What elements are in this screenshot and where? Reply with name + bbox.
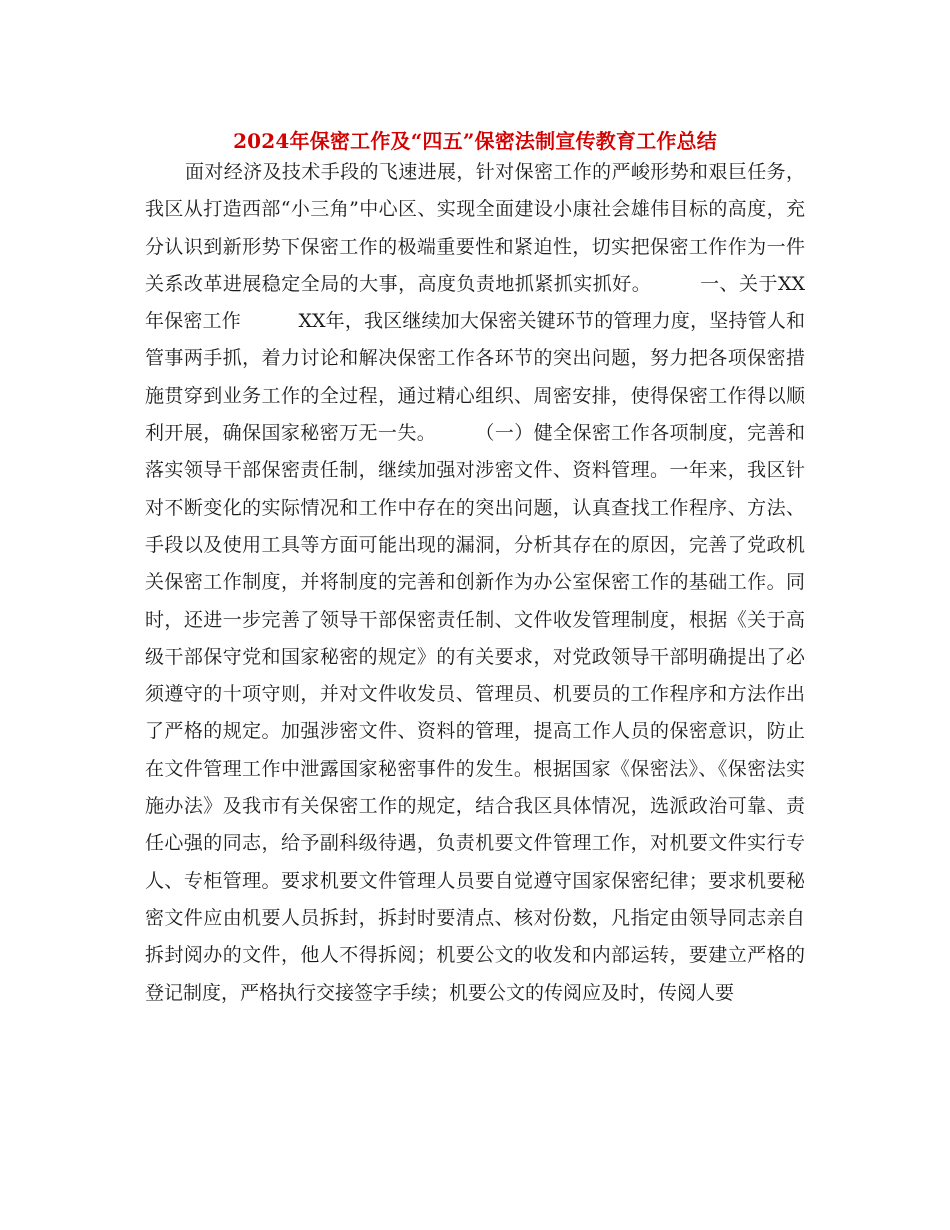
document-body-paragraph: 面对经济及技术手段的飞速进展，针对保密工作的严峻形势和艰巨任务，我区从打造西部“小三角”中心区、实现全面建设小康社会雄伟目标的高度，充分认识到新形势下保密工作的极端重要性和紧迫性，切实把保密工作作为一件关系改革进展稳定全局的大事，高度负责地抓紧抓实抓好。 一、关于XX年保密工作 XX年，我区继续加大保密关键环节的管理力度，坚持管人和管事两手抓，着力讨论和解决保密工作各环节的突出问题，努力把各项保密措施贯穿到业务工作的全过程，通过精心组织、周密安排，使得保密工作得以顺利开展，确保国家秘密万无一失。 （一）健全保密工作各项制度，完善和落实领导干部保密责任制，继续加强对涉密文件、资料管理。一年来，我区针对不断变化的实际情况和工作中存在的突出问题，认真查找工作程序、方法、手段以及使用工具等方面可能出现的漏洞，分析其存在的原因，完善了党政机关保密工作制度，并将制度的完善和创新作为办公室保密工作的基础工作。同时，还进一步完善了领导干部保密责任制、文件收发管理制度，根据《关于高级干部保守党和国家秘密的规定》的有关要求，对党政领导干部明确提出了必须遵守的十项守则，并对文件收发员、管理员、机要员的工作程序和方法作出了严格的规定。加强涉密文件、资料的管理，提高工作人员的保密意识，防止在文件管理工作中泄露国家秘密事件的发生。根据国家《保密法》、《保密法实施办法》及我市有关保密工作的规定，结合我区具体情况，选派政治可靠、责任心强的同志，给予副科级待遇，负责机要文件管理工作，对机要文件实行专人、专柜管理。要求机要文件管理人员要自觉遵守国家保密纪律；要求机要秘密文件应由机要人员拆封，拆封时要清点、核对份数，凡指定由领导同志亲自拆封阅办的文件，他人不得拆阅；机要公文的收发和内部运转，要建立严格的登记制度，严格执行交接签字手续；机要公文的传阅应及时，传阅人要	[145, 161, 805, 1004]
document-title: 2024年保密工作及“四五”保密法制宣传教育工作总结	[233, 129, 717, 154]
